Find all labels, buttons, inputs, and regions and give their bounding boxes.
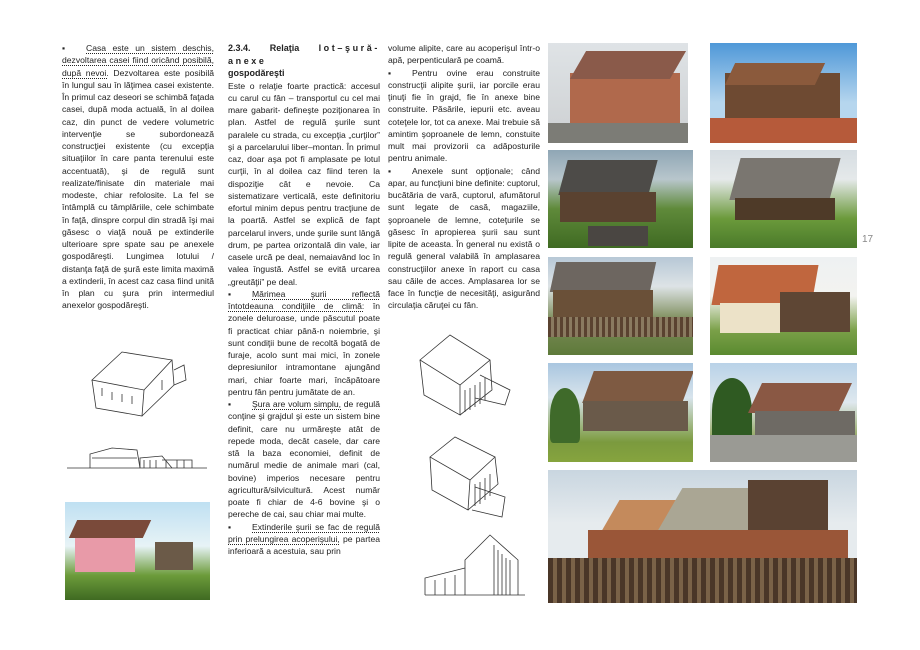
photo-barn-fence	[710, 43, 857, 143]
barn-sketch-2	[420, 432, 520, 522]
heading-text: lot–şură-anexe	[228, 43, 380, 66]
paragraph	[62, 42, 214, 312]
paragraph-text: Pentru ovine erau construite construcţii alipite şurii, iar porcile erau ţinuţi fie în grajd, fie în anexe bine construite. Păsările, iepurii etc. aveau coteţele lor, tot ca anexe. Mai trebuie să amintim şoproanele de lemn, constuite mult mai provizorii ca adăposturile pentru animale.	[388, 67, 540, 164]
house-sketch-elevation	[62, 440, 212, 475]
text-column-1	[62, 42, 214, 312]
bullet: ▪	[388, 165, 392, 176]
photo-barn-stone-base	[710, 363, 857, 462]
paragraph-text: Dezvoltarea este posibilă în lungul sau în lăţimea casei existente. În primul caz deseori se schimbă faţada casei, după moda actuală, în al doilea caz, din punct de vedere volumetric intervenţie se subordonează construcţiei existente (cu excepţia situaţiilor în care panta terenului este accentuată), şi de regulă sunt realizate/finisate din materiale mai modeste, chiar refolosite. La fel se întâmplă cu tâmplăriile, cele schimbate în faţă, dinspre corpul din stradă îşi mai găsesc o viaţă nouă pe extinderile ulterioare spre spate sau pe anexele gospodăreşti. Lungimea lotului / distanţa faţă de şură este limita maximă a extinderii, în acest caz casa fiind unită în plan cu şura prin intermediul anexelor gospodăreşti.	[62, 67, 215, 311]
underlined-lead: Casa este un sistem deschis, dezvoltarea casei fiind oricând posibilă, după nevoi.	[62, 43, 214, 78]
heading-text: gospodăreşti	[228, 68, 285, 78]
photo-tiled-house	[710, 257, 857, 355]
paragraph-text: Anexele sunt opţionale; când apar, au funcţiuni bine definite: cuptorul, bucătăria de vară, cuptorul, afumătorul sunt legate de casă, magaziile, şoproanele de lemne, coteţurile se găsesc în apropierea şurii sau sunt lipite de aceasta. În general nu există o regulă general valabilă în amplasarea construcţiilor anexe în raport cu casa sau căile de acces. Amplasarea lor se face în funcţie de necesităţi, asigurând circulaţia căruţei cu fân.	[388, 165, 540, 311]
barn-sketch-1	[410, 330, 520, 420]
photo-house-colorized	[65, 502, 210, 600]
bullet: ▪	[228, 399, 232, 409]
paragraph-text: de regulă conţine şi grajdul şi este un sistem bine definit, care nu urmăreşte atât de repede moda, decât casele, dar care stă la baza economiei, definit de numărul medie de animale mari (cal, bovine) imperios necesare pentru agricultură/silvicultură. Acest număr poate fi chiar de 4-6 bovine şi o pereche de cai, sau chiar mai multe.	[228, 399, 380, 520]
photo-barns-fence-panorama	[548, 470, 857, 603]
paragraph	[388, 165, 540, 312]
underlined-lead: Şura are volum simplu,	[252, 399, 342, 409]
paragraph: volume alipite, care au acoperişul într-o apă, perpenticulară pe coamă.	[388, 43, 540, 66]
paragraph	[228, 288, 380, 398]
photo-brick-barn	[548, 43, 688, 143]
photo-barn-trees	[548, 363, 693, 462]
paragraph	[228, 521, 380, 558]
photo-shingle-barn-1	[548, 150, 693, 248]
underlined-lead: Extinderile şurii se fac de regulă prin prelungirea acoperişului,	[228, 521, 380, 544]
bullet: ▪	[228, 288, 232, 299]
paragraph-text: în zonele deluroase, unde păscutul poate fi practicat chiar până-n noiembrie, şi sunt condiţii bune de recoltă bogată de furaje, acolo sunt mai mici, în zonele depresiunilor intramontane ajungând mari, chiar foarte mari, încăpătoare pentru fân pentru jumătate de an.	[228, 301, 380, 397]
photo-shingle-barn-2	[710, 150, 857, 248]
text-column-3	[388, 42, 540, 312]
page-number: 17	[862, 234, 874, 245]
paragraph	[228, 398, 380, 521]
text-column-2	[228, 42, 380, 557]
paragraph-text: pe partea inferioară a acestuia, sau prin	[228, 533, 380, 556]
bullet: ▪	[388, 67, 392, 78]
bullet: ▪	[62, 43, 66, 53]
photo-wooden-barn-fence	[548, 257, 693, 355]
heading-number: 2.3.4.	[228, 43, 251, 53]
heading-text: Relaţia	[269, 43, 300, 53]
barn-sketch-3	[420, 530, 530, 600]
underlined-lead: Mărimea şurii reflectă întotdeauna condiţiile de climă:	[228, 288, 380, 311]
house-sketch-axonometric	[62, 330, 212, 420]
paragraph: Este o relaţie foarte practică: accesul cu carul cu fân – transportul cu cel mai mare gabarit- defineşte poziţionarea în plan. Astfel de regulă şurile sunt paralele cu strada, cu excepţia „curţilor” şi a parcelarului liber–montan. În primul caz, doar aşa pot fi amplasate pe lotul curţii, în al doilea caz fiind teren la dispoziţie cât e nevoie. Ca sistematizare verticală, este definitoriu efortul minim depus pentru tracţiune de la poartă. Astfel se explică de fapt parcelarul invers, unde şurile sunt lângă drum, pe partea orizontală din vale, iar casele urcă pe deal, nemaiavând loc în valea îngustă. Astfel se evită urcarea „greutăţii” pe deal.	[228, 80, 380, 287]
paragraph	[388, 67, 540, 165]
section-heading	[228, 42, 380, 80]
bullet: ▪	[228, 521, 232, 532]
